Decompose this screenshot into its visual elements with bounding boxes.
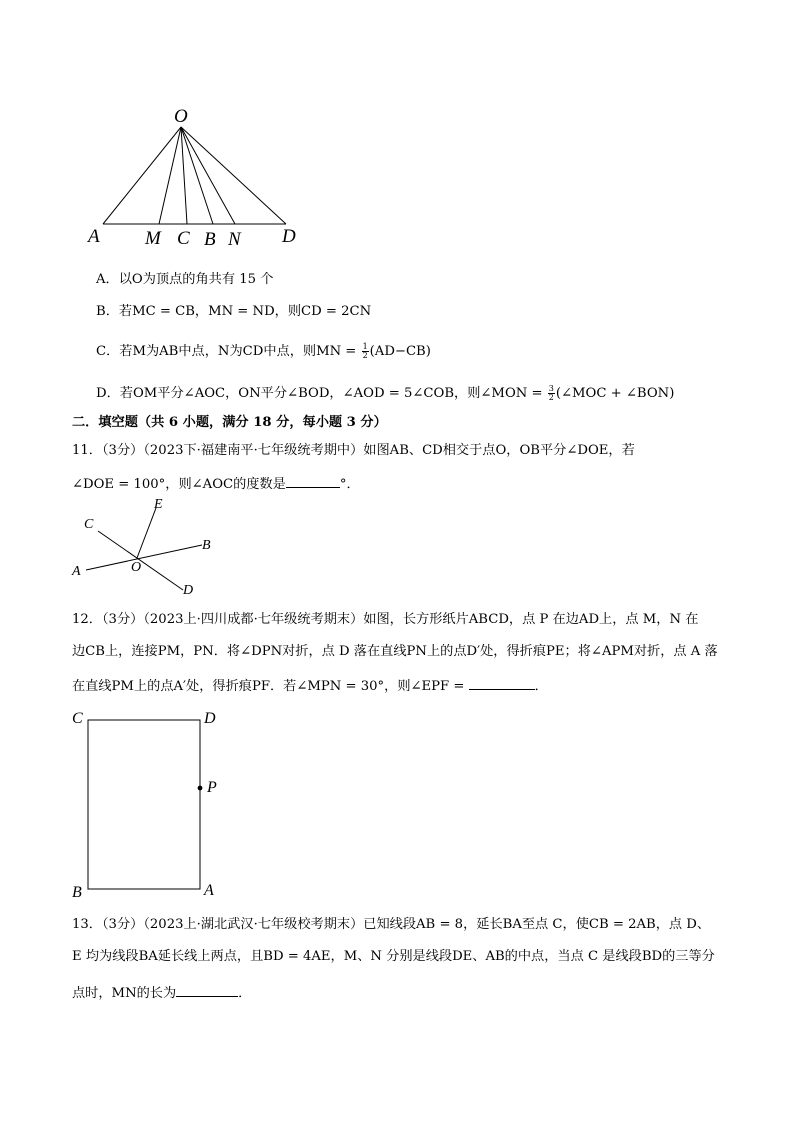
q13-line3	[72, 984, 251, 1000]
option-c-text: 若M为AB中点，N为CD中点，则MN =	[119, 344, 361, 359]
q11-line1: 11．（3分）（2023下·福建南平·七年级统考期中）如图AB、CD相交于点O，OB平分∠DOE，若	[72, 443, 635, 458]
figure-2	[68, 495, 228, 600]
label-E: E	[154, 497, 163, 512]
fraction-half	[362, 343, 369, 360]
label-O: O	[131, 560, 142, 575]
frac-denominator: 2	[362, 351, 368, 360]
option-b-text: 若MC = CB，MN = ND，则CD = 2CN	[118, 304, 372, 319]
q12-line1: 12．（3分）（2023上·四川成都·七年级统考期末）如图，长方形纸片ABCD，点 P 在边AD上，点 M，N 在	[72, 612, 699, 627]
label-P: P	[207, 779, 217, 796]
line-AB	[86, 545, 202, 570]
ray-OA	[103, 127, 181, 224]
label-O: O	[174, 106, 188, 127]
option-d-tail: (∠MOC + ∠BON)	[555, 386, 675, 401]
option-a-text: 以O为顶点的角共有 15 个	[118, 272, 274, 287]
frac-numerator: 1	[362, 342, 368, 351]
option-a-letter: A．	[96, 272, 119, 287]
label-B: B	[204, 229, 216, 250]
q11-text: ∠DOE = 100°，则∠AOC的度数是	[72, 477, 286, 492]
q12-line3	[72, 677, 548, 693]
label-D: D	[183, 583, 194, 598]
option-c-tail: (AD−CB)	[369, 344, 431, 359]
label-A: A	[88, 226, 100, 247]
label-N: N	[228, 229, 241, 250]
option-d-text: 若OM平分∠AOC，ON平分∠BOD，∠AOD = 5∠COB，则∠MON =	[119, 386, 547, 401]
option-a	[96, 273, 273, 286]
ray-OM	[159, 127, 181, 224]
q12-text: 在直线PM上的点A′处，得折痕PF．若∠MPN = 30°，则∠EPF =	[72, 679, 469, 694]
option-c	[96, 343, 431, 360]
label-B: B	[202, 538, 211, 553]
q13-tail: ．	[238, 986, 252, 1001]
q11-line2	[72, 475, 360, 491]
q12-tail: ．	[534, 679, 548, 694]
answer-blank-12[interactable]	[469, 677, 535, 690]
option-d	[96, 385, 674, 402]
q13-line1: 13．（3分）（2023上·湖北武汉·七年级校考期末）已知线段AB = 8，延长BA至点 C，使CB = 2AB，点 D、	[72, 917, 711, 932]
label-B: B	[72, 884, 82, 901]
label-C: C	[84, 517, 94, 532]
option-b	[96, 305, 371, 318]
label-M: M	[145, 228, 161, 249]
label-D: D	[282, 226, 296, 247]
label-A: A	[204, 882, 214, 899]
option-b-letter: B．	[96, 304, 119, 319]
option-d-letter: D．	[96, 386, 120, 401]
frac-numerator: 3	[548, 384, 554, 393]
q13-line2: E 均为线段BA延长线上两点，且BD = 4AE，M、N 分别是线段DE、AB的中点，当点 C 是线段BD的三等分	[72, 949, 715, 964]
label-D: D	[204, 710, 216, 727]
q13-text: 点时，MN的长为	[72, 986, 177, 1001]
ray-OE	[137, 508, 156, 558]
q12-line2: 边CB上，连接PM，PN．将∠DPN对折，点 D 落在直线PN上的点D′处，得折痕PE；将∠APM对折，点 A 落	[72, 644, 718, 659]
figure-3	[66, 706, 226, 902]
section-heading: 二．填空题（共 6 小题，满分 18 分，每小题 3 分）	[72, 415, 387, 430]
answer-blank-13[interactable]	[176, 984, 238, 997]
figure-1	[80, 100, 320, 250]
answer-blank-11[interactable]	[286, 475, 340, 488]
q11-tail: °．	[339, 477, 360, 492]
point-P	[198, 786, 203, 791]
rectangle-ABCD	[88, 720, 200, 889]
option-c-letter: C．	[96, 344, 120, 359]
fraction-three-halves	[548, 385, 555, 402]
frac-denominator: 2	[548, 393, 554, 402]
label-A: A	[72, 564, 81, 579]
figure-3-shape	[66, 706, 226, 902]
label-C: C	[72, 710, 83, 727]
label-C: C	[177, 228, 190, 249]
